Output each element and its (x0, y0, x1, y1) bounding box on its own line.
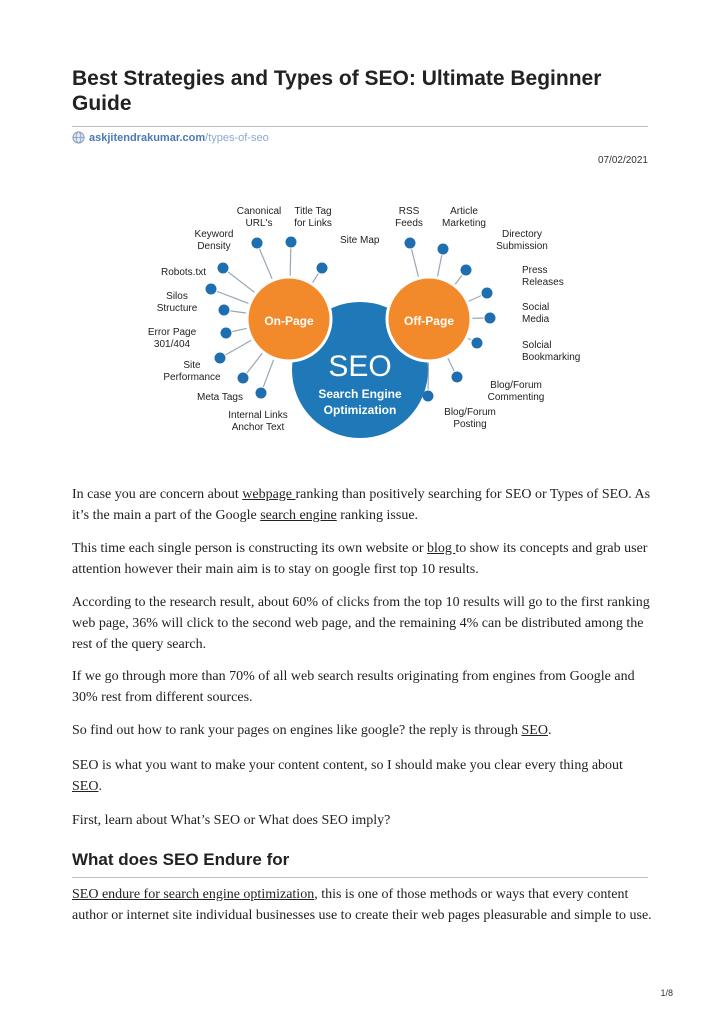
paragraph-5 (72, 720, 652, 741)
p2-text-b: to show its concepts and grab user attention however their main aim is to stay on google first top 10 results. (72, 541, 648, 577)
seo-center-line1: Search Engine (318, 387, 402, 401)
p5-text-a: So find out how to rank your pages on engines like google? the reply is through (72, 723, 522, 738)
on-page-item-label-5: Silos Structure (156, 291, 198, 314)
on-page-node-dot-6 (220, 327, 232, 339)
on-page-node-dot-0 (251, 237, 263, 249)
source-path: /types-of-seo (205, 131, 269, 144)
on-page-node-dot-1 (285, 236, 297, 248)
on-page-node-dot-2 (217, 262, 229, 274)
p1-text-c: ranking issue. (336, 508, 419, 523)
seo-diagram (140, 200, 580, 460)
on-page-item-label-1: Title Tag for Links (294, 206, 332, 229)
off-page-item-label-0: RSS Feeds (395, 206, 423, 229)
globe-icon (72, 131, 85, 144)
p8-text-b: , this is one of those methods or ways that every content author or internet site individual businesses use to create their web pages pleasurable and simple to use. (72, 887, 652, 923)
p5-text-b: . (547, 723, 552, 738)
seo-definition-link[interactable]: SEO endure for search engine optimization (72, 887, 315, 902)
off-page-node-dot-2 (460, 264, 472, 276)
paragraph-6 (72, 755, 652, 797)
off-page-node-dot-4 (484, 312, 496, 324)
section-heading: What does SEO Endure for (72, 850, 290, 869)
on-page-item-label-7: Site Performance (163, 360, 221, 383)
webpage-link[interactable]: webpage (242, 487, 296, 502)
on-page-node-dot-3 (316, 262, 328, 274)
seo-link-2[interactable]: SEO (72, 779, 99, 794)
off-page-node-dot-1 (437, 243, 449, 255)
p1-text-a: In case you are concern about (72, 487, 243, 502)
p2-text-a: This time each single person is constructing its own website or (72, 541, 427, 556)
seo-center-line2: Optimization (323, 403, 397, 417)
page-title: Best Strategies and Types of SEO: Ultimate Beginner Guide (72, 67, 602, 115)
off-page-item-label-5: Solcial Bookmarking (522, 340, 580, 363)
on-page-item-label-8: Meta Tags (197, 392, 243, 403)
source-link-row (72, 131, 269, 144)
on-page-node-dot-7 (214, 352, 226, 364)
page-number: 1/8 (660, 988, 673, 998)
title-divider (72, 126, 648, 127)
off-page-node-dot-0 (404, 237, 416, 249)
off-page-item-label-7: Blog/Forum Posting (444, 407, 496, 430)
off-page-item-label-4: Social Media (522, 302, 550, 325)
off-page-item-label-3: Press Releases (522, 265, 564, 288)
on-page-node-dot-9 (255, 387, 267, 399)
on-page-item-label-0: Canonical URL's (236, 206, 282, 229)
source-url-link[interactable] (89, 132, 269, 144)
on-page-item-label-2: Keyword Density (194, 229, 234, 252)
on-page-label: On-Page (264, 314, 314, 328)
on-page-item-label-9: Internal Links Anchor Text (228, 410, 288, 433)
off-page-item-label-6: Blog/Forum Commenting (487, 380, 545, 403)
publish-date: 07/02/2021 (597, 155, 648, 166)
off-page-node-dot-3 (481, 287, 493, 299)
off-page-item-label-2: Directory Submission (496, 229, 548, 252)
paragraph-8 (72, 884, 652, 926)
on-page-item-label-4: Robots.txt (161, 267, 207, 278)
paragraph-7: First, learn about What’s SEO or What does SEO imply? (72, 813, 391, 828)
on-page-node-dot-5 (218, 304, 230, 316)
seo-center-title: SEO (328, 350, 392, 383)
paragraph-2 (72, 538, 652, 580)
off-page-item-label-1: Article Marketing (442, 206, 486, 229)
source-domain: askjitendrakumar.com (89, 131, 206, 144)
on-page-item-label-6: Error Page 301/404 (147, 327, 197, 350)
on-page-node-dot-8 (237, 372, 249, 384)
paragraph-1 (72, 484, 652, 526)
blog-link[interactable]: blog (427, 541, 456, 556)
section-divider (72, 877, 648, 878)
p1-text-b: ranking than positively searching for SEO or Types of SEO. As it’s the main a part of the Google (72, 487, 651, 523)
seo-link-1[interactable]: SEO (521, 723, 548, 738)
off-page-node-dot-5 (471, 337, 483, 349)
p6-text-a: SEO is what you want to make your content content, so I should make you clear every thing about (72, 758, 623, 773)
paragraph-4: If we go through more than 70% of all web search results originating from engines from Google and 30% rest from different sources. (72, 669, 635, 705)
on-page-item-label-3: Site Map (340, 235, 380, 246)
off-page-node-dot-6 (451, 371, 463, 383)
search-engine-link[interactable]: search engine (260, 508, 337, 523)
p6-text-b: . (98, 779, 102, 794)
on-page-node-dot-4 (205, 283, 217, 295)
off-page-label: Off-Page (403, 314, 455, 328)
paragraph-3: According to the research result, about 60% of clicks from the top 10 results will go to the first ranking web page, 36% will click to the second web page, and the remaining 4% can be distributed among the rest of the query search. (72, 595, 650, 652)
